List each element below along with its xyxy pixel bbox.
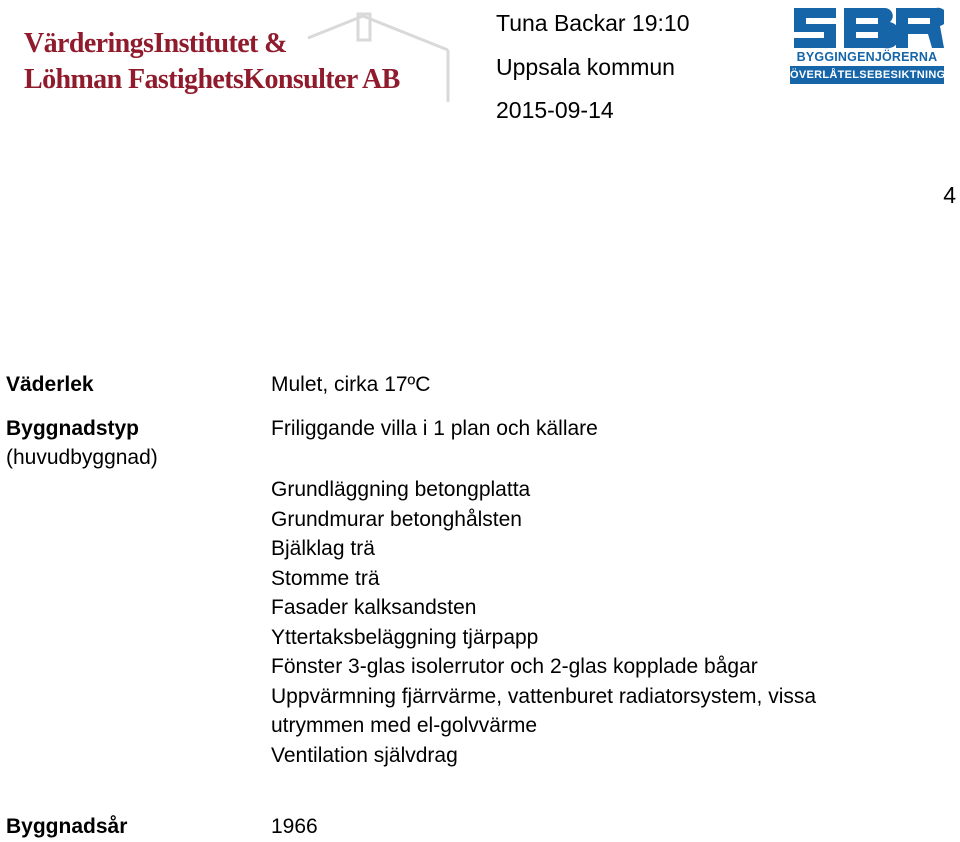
weather-label: Väderlek bbox=[6, 373, 94, 396]
construction-line: Uppvärmning fjärrvärme, vattenburet radiatorsystem, vissa bbox=[271, 684, 817, 708]
construction-line: utrymmen med el-golvvärme bbox=[271, 714, 538, 737]
page-number: 4 bbox=[943, 182, 956, 208]
sbr-letters-icon bbox=[790, 6, 944, 50]
logo-text-line2: Löhman FastighetsKonsulter AB bbox=[24, 64, 400, 95]
logo-banner-text: ÖVERLÅTELSEBESIKTNING bbox=[790, 69, 946, 81]
construction-description bbox=[271, 475, 816, 770]
build-year-label: Byggnadsår bbox=[6, 815, 128, 838]
municipality: Uppsala kommun bbox=[496, 54, 675, 80]
logo-tagline: BYGGINGENJÖRERNA bbox=[796, 50, 938, 64]
construction-line: Bjälklag trä bbox=[271, 537, 375, 560]
build-year-value: 1966 bbox=[271, 815, 318, 838]
construction-line: Ventilation självdrag bbox=[271, 743, 458, 767]
logo-text-line1: VärderingsInstitutet & bbox=[24, 28, 287, 59]
construction-line: Grundläggning betongplatta bbox=[271, 478, 531, 501]
construction-line: Yttertaksbeläggning tjärpapp bbox=[271, 625, 539, 649]
inspection-date: 2015-09-14 bbox=[496, 97, 614, 123]
construction-line: Fasader kalksandsten bbox=[271, 596, 477, 619]
company-logo bbox=[8, 8, 456, 104]
construction-line: Grundmurar betonghålsten bbox=[271, 507, 522, 531]
weather-value: Mulet, cirka 17ºC bbox=[271, 373, 431, 396]
property-address: Tuna Backar 19:10 bbox=[496, 10, 690, 36]
logo-banner bbox=[790, 66, 944, 84]
building-type-label: Byggnadstyp bbox=[6, 417, 140, 440]
construction-line: Fönster 3-glas isolerrutor och 2-glas kopplade bågar bbox=[271, 655, 758, 678]
building-type-sublabel: (huvudbyggnad) bbox=[6, 446, 158, 469]
sbr-logo bbox=[790, 6, 948, 88]
building-type-value: Friliggande villa i 1 plan och källare bbox=[271, 417, 598, 440]
construction-line: Stomme trä bbox=[271, 566, 380, 590]
